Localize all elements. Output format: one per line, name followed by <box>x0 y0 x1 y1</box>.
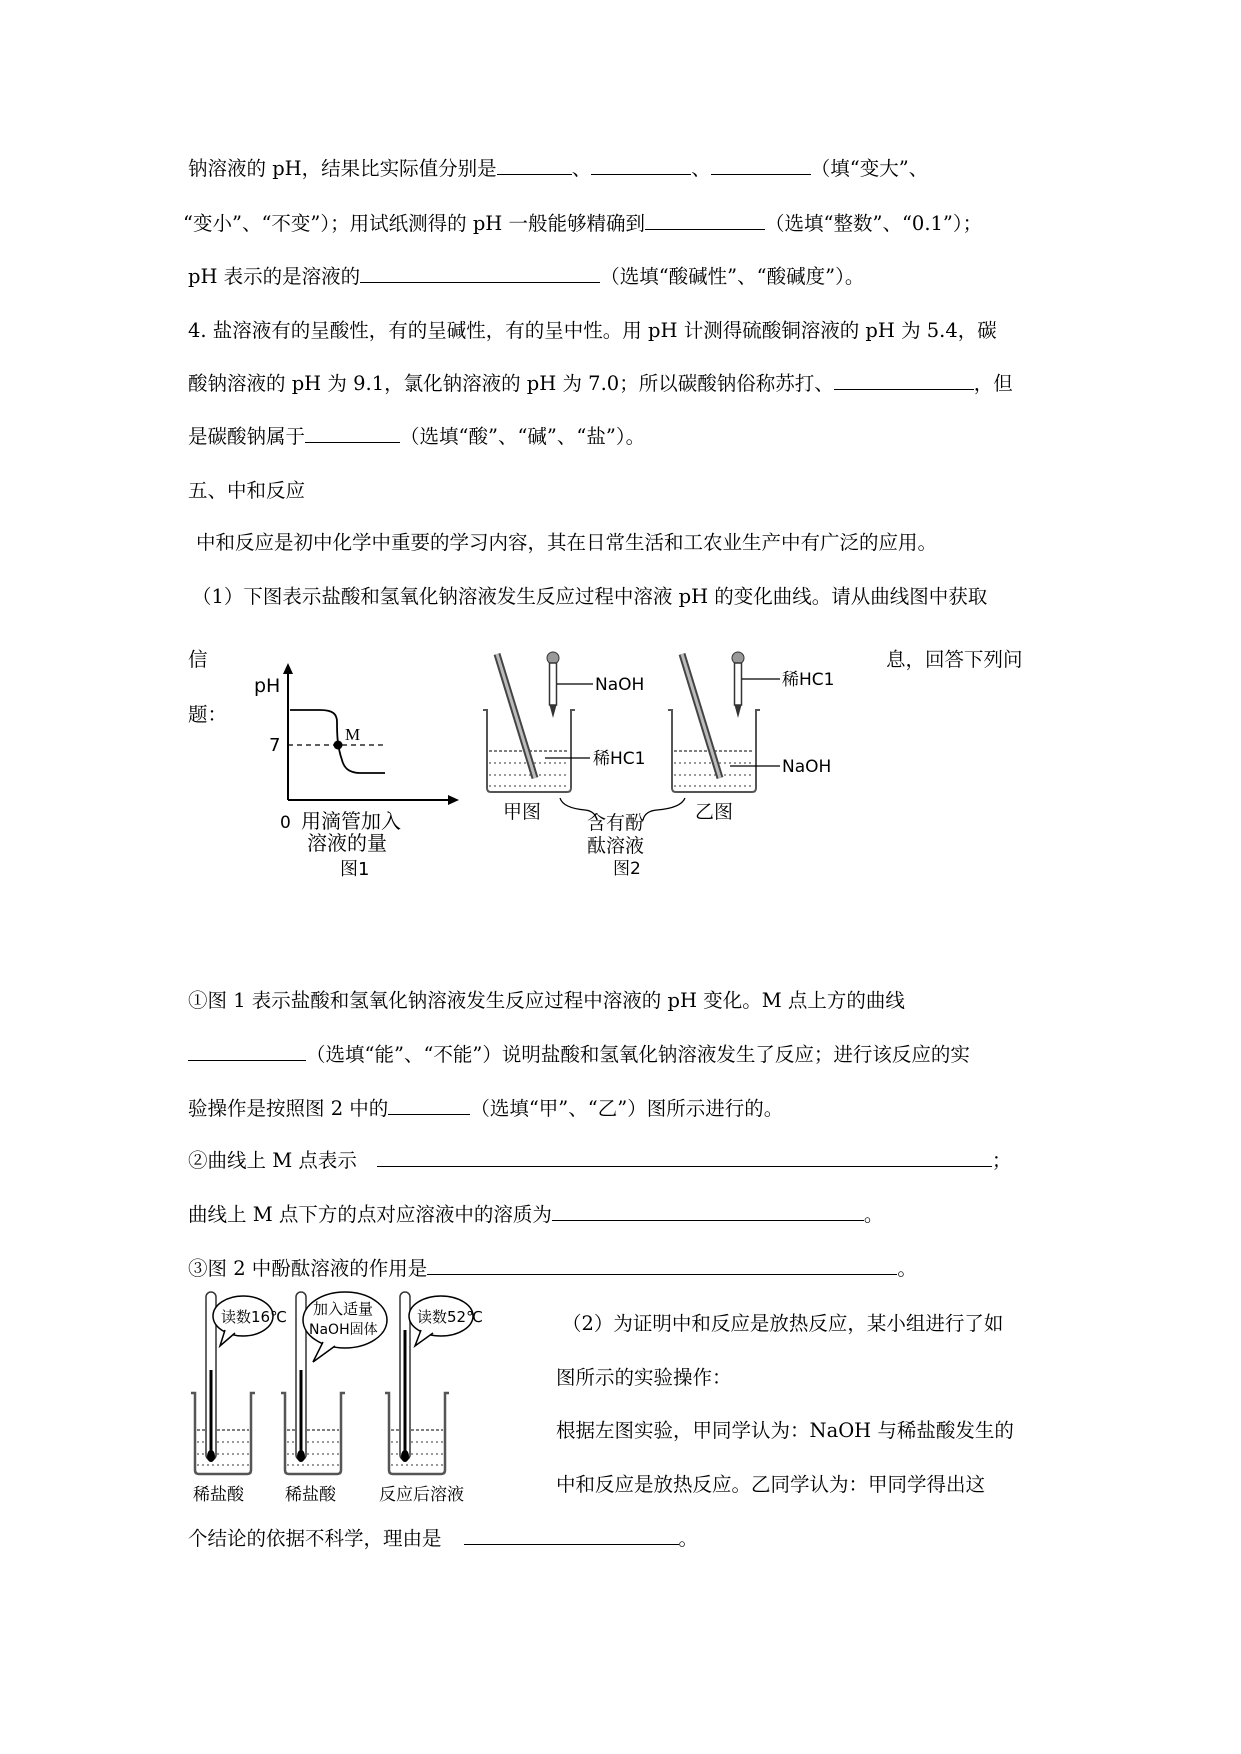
line-text: 、 <box>691 157 711 180</box>
tick-label-7: 7 <box>269 735 281 756</box>
answer-blank[interactable] <box>377 1146 992 1167</box>
bubble-tail <box>415 1330 433 1346</box>
reagent-label: NaOH <box>595 675 645 695</box>
dropper-tip <box>550 705 557 718</box>
text-line: ①图 1 表示盐酸和氢氧化钠溶液发生反应过程中溶液的 pH 变化。M 点上方的曲线 <box>188 989 905 1012</box>
figure-caption: 图2 <box>613 859 641 878</box>
answer-blank[interactable] <box>645 209 765 230</box>
reagent-label: NaOH <box>782 757 832 777</box>
figure-2-titration <box>475 648 875 878</box>
reading-text: 读数16℃ <box>221 1308 287 1326</box>
thermometer-bulb <box>297 1450 305 1462</box>
dropper-bulb <box>547 652 559 664</box>
answer-blank[interactable] <box>834 369 974 390</box>
beaker <box>281 1393 345 1474</box>
beaker <box>191 1393 255 1474</box>
indicator-label: 含有酚 <box>587 812 645 834</box>
beaker-label: 稀盐酸 <box>193 1485 244 1505</box>
answer-blank[interactable] <box>591 154 691 175</box>
glass-rod-highlight <box>497 654 535 778</box>
beaker-group-1 <box>191 1292 287 1505</box>
thermometer-bulb <box>207 1450 215 1462</box>
x-axis-label: 溶液的量 <box>307 831 387 855</box>
line-text: 钠溶液的 pH，结果比实际值分别是 <box>188 157 497 180</box>
reagent-label: 稀HC1 <box>782 670 835 690</box>
line-text: 个结论的依据不科学，理由是 <box>188 1527 442 1550</box>
beaker-group-2 <box>281 1292 387 1505</box>
instruction-text: NaOH固体 <box>309 1322 378 1338</box>
line-text: （选填“整数”、“0.1”）； <box>765 212 983 235</box>
instruction-text: 加入适量 <box>313 1300 374 1318</box>
line-text: 酸钠溶液的 pH 为 9.1，氯化钠溶液的 pH 为 7.0；所以碳酸钠俗称苏打、 <box>188 372 834 395</box>
figure-1-ph-curve <box>245 660 465 880</box>
reagent-label: 稀HC1 <box>593 749 646 769</box>
line-text: 。 <box>678 1527 699 1550</box>
line-text: ； <box>991 1149 1012 1172</box>
line-text: （填“变大”、 <box>810 157 929 180</box>
dropper-tip <box>735 705 742 718</box>
line-text: 是碳酸钠属于 <box>188 425 306 448</box>
text-line <box>188 422 645 452</box>
line-text: ③图 2 中酚酞溶液的作用是 <box>188 1257 428 1280</box>
answer-blank[interactable] <box>360 262 600 283</box>
y-axis-label: pH <box>254 675 281 697</box>
line-text: （选填“甲”、“乙”）图所示进行的。 <box>470 1097 784 1120</box>
text-line <box>188 1524 698 1554</box>
line-text: （选填“能”、“不能”）说明盐酸和氢氧化钠溶液发生了反应；进行该反应的实 <box>306 1043 970 1066</box>
indicator-label: 酞溶液 <box>587 835 645 857</box>
answer-blank[interactable] <box>388 1094 470 1115</box>
beaker-group-3 <box>379 1292 483 1505</box>
bubble-tail <box>220 1330 235 1346</box>
y-axis-arrow <box>283 663 293 674</box>
line-text: ②曲线上 M 点表示 <box>188 1149 357 1172</box>
answer-blank[interactable] <box>188 1040 306 1061</box>
text-line: （2）为证明中和反应是放热反应，某小组进行了如 <box>562 1312 1004 1335</box>
text-line: 4. 盐溶液有的呈酸性，有的呈碱性，有的呈中性。用 pH 计测得硫酸铜溶液的 pH 为 5.4，碳 <box>188 319 997 342</box>
line-text: “变小”、“不变”）；用试纸测得的 pH 一般能够精确到 <box>183 212 646 235</box>
text-line <box>188 1146 1011 1176</box>
origin-label: 0 <box>280 813 291 833</box>
line-text: （选填“酸”、“碱”、“盐”）。 <box>400 425 646 448</box>
figure-label-jia: 甲图 <box>503 801 542 823</box>
text-line <box>188 154 928 184</box>
text-line <box>188 1040 970 1070</box>
text-line <box>188 1094 783 1124</box>
line-text: 。 <box>897 1257 917 1280</box>
answer-blank[interactable] <box>711 154 811 175</box>
beaker-label: 反应后溶液 <box>379 1485 464 1505</box>
text-line <box>188 1254 917 1284</box>
line-text: 。 <box>863 1203 884 1226</box>
line-text: 曲线上 M 点下方的点对应溶液中的溶质为 <box>188 1203 552 1226</box>
answer-blank[interactable] <box>427 1254 897 1275</box>
x-axis-arrow <box>448 795 459 805</box>
text-line <box>188 1200 883 1230</box>
answer-blank[interactable] <box>305 422 400 443</box>
dropper-bulb <box>732 652 744 664</box>
point-m <box>334 741 343 750</box>
text-line: 信 <box>188 648 208 671</box>
dropper <box>735 663 742 705</box>
text-line <box>183 209 982 239</box>
answer-blank[interactable] <box>497 154 572 175</box>
line-text: 、 <box>571 157 592 180</box>
text-line: 中和反应是初中化学中重要的学习内容，其在日常生活和工农业生产中有广泛的应用。 <box>196 531 938 554</box>
bubble-tail <box>313 1342 335 1362</box>
text-line <box>188 262 864 292</box>
point-m-label: M <box>345 725 361 744</box>
beaker <box>385 1393 449 1474</box>
question-text: （1）下图表示盐酸和氢氧化钠溶液发生反应过程中溶液 pH 的变化曲线。请从曲线图中获取 <box>192 585 988 608</box>
line-text: pH 表示的是溶液的 <box>188 265 361 288</box>
dropper <box>550 663 557 705</box>
figure-caption: 图1 <box>340 859 370 880</box>
figure-label-yi: 乙图 <box>695 801 734 823</box>
line-text: 验操作是按照图 2 中的 <box>188 1097 389 1120</box>
text-line: 图所示的实验操作： <box>556 1366 732 1389</box>
reading-text: 读数52℃ <box>417 1308 483 1326</box>
text-line <box>188 369 1013 399</box>
section-heading: 五、中和反应 <box>188 479 306 502</box>
x-axis-label: 用滴管加入 <box>301 809 401 833</box>
text-line: 中和反应是放热反应。乙同学认为：甲同学得出这 <box>556 1473 986 1496</box>
answer-blank[interactable] <box>464 1524 679 1545</box>
text-line: 息，回答下列问 <box>886 648 1023 671</box>
answer-blank[interactable] <box>552 1200 864 1221</box>
text-line: 题： <box>188 703 228 726</box>
glass-rod-highlight <box>682 654 720 778</box>
brace-right <box>643 798 685 820</box>
beaker-label: 稀盐酸 <box>285 1485 336 1505</box>
text-line: 根据左图实验，甲同学认为：NaOH 与稀盐酸发生的 <box>556 1419 1014 1442</box>
line-text: ，但 <box>973 372 1013 395</box>
line-text: （选填“酸碱性”、“酸碱度”）。 <box>600 265 865 288</box>
figure-3-thermometer-experiment <box>185 1290 525 1510</box>
thermometer-bulb <box>401 1450 409 1462</box>
